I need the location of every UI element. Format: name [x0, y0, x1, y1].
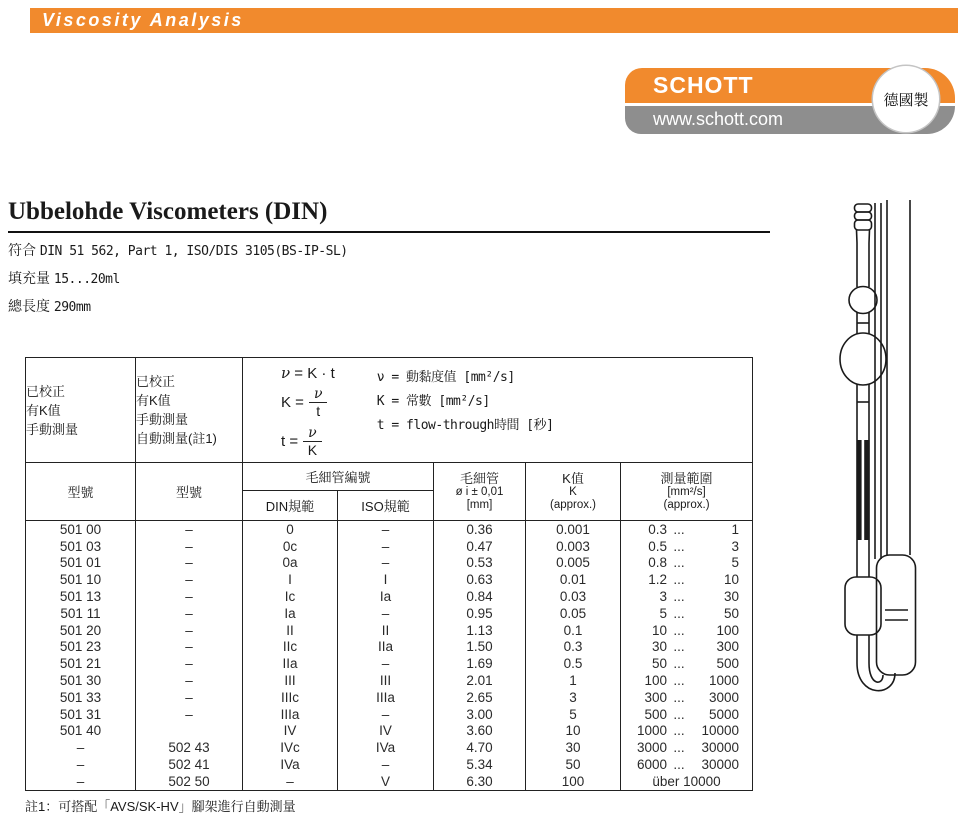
iso-capillary-cell: IVa	[338, 739, 434, 756]
formula-cell	[243, 358, 753, 463]
group2-line: 有K值	[136, 393, 171, 408]
range-to: 500	[716, 656, 740, 672]
k-value-cell: 0.001	[526, 521, 621, 538]
din-capillary-cell: III	[243, 672, 338, 689]
model1-cell: –	[76, 757, 85, 773]
range-to: 300	[716, 639, 740, 655]
range-dots: ...	[673, 689, 685, 705]
k-value-cell: 0.01	[526, 571, 621, 588]
model2-cell: –	[136, 605, 243, 622]
range-cell	[621, 571, 753, 588]
din-capillary-cell: IIa	[243, 655, 338, 672]
capillary-bore	[862, 440, 865, 540]
diameter-cell: 5.34	[434, 756, 526, 773]
din-capillary-cell: IIIc	[243, 689, 338, 706]
range-from: 300	[644, 689, 667, 705]
range-cell	[621, 672, 753, 689]
formula1-rhs: K · t	[307, 364, 335, 382]
group-manual-header	[26, 358, 136, 463]
range-cell	[621, 622, 753, 639]
joint-rib	[855, 220, 872, 230]
table-row	[26, 689, 753, 706]
legend-nu: ν = 動黏度值 [mm²/s]	[376, 370, 515, 385]
range-to: 10	[724, 572, 740, 588]
header-k-value	[526, 463, 621, 521]
iso-capillary-cell: I	[338, 571, 434, 588]
din-capillary-cell: IIc	[243, 639, 338, 656]
model1-cell: 501 10	[59, 572, 102, 588]
table-row	[26, 588, 753, 605]
model2-cell: –	[136, 555, 243, 572]
range-from: 100	[644, 673, 667, 689]
table-column-headers	[26, 463, 753, 491]
k-value-cell: 30	[526, 739, 621, 756]
din-capillary-cell: 0c	[243, 538, 338, 555]
formula1-lhs: ν	[281, 364, 291, 382]
k-value-cell: 10	[526, 723, 621, 740]
ubbelohde-viscometer-drawing	[838, 195, 962, 710]
spec-standard-value: DIN 51 562, Part 1, ISO/DIS 3105(BS-IP-SL)	[39, 244, 348, 259]
header-model1: 型號	[26, 463, 136, 521]
model1-cell: 501 30	[59, 673, 102, 689]
title-underline	[8, 231, 770, 233]
model1-cell: 501 13	[59, 589, 102, 605]
table-row	[26, 639, 753, 656]
din-capillary-cell: IVc	[243, 739, 338, 756]
group1-line: 手動測量	[26, 421, 79, 437]
legend-k: K = 常數 [mm²/s]	[376, 394, 490, 409]
k-value-cell: 3	[526, 689, 621, 706]
k-value-cell: 0.05	[526, 605, 621, 622]
model2-cell	[136, 723, 243, 740]
model2-cell: –	[136, 706, 243, 723]
range-dots: ...	[673, 757, 685, 773]
range-dots: ...	[673, 673, 685, 689]
k-value-cell: 0.3	[526, 639, 621, 656]
k-value-cell: 0.03	[526, 588, 621, 605]
k-value-cell: 0.003	[526, 538, 621, 555]
reservoir	[877, 555, 916, 675]
formula3-den: K	[307, 442, 318, 458]
k-value-cell: 0.5	[526, 655, 621, 672]
header-din-spec: DIN規範	[243, 491, 338, 521]
footnote: 註1：可搭配「AVS/SK-HV」腳架進行自動測量	[25, 799, 296, 814]
page-banner	[30, 8, 958, 33]
iso-capillary-cell: –	[338, 605, 434, 622]
iso-capillary-cell: –	[338, 756, 434, 773]
formula3-lhs: t	[281, 433, 286, 450]
k-value-cell: 5	[526, 706, 621, 723]
table-row	[26, 739, 753, 756]
model2-cell: –	[136, 571, 243, 588]
k-value-cell: 100	[526, 773, 621, 790]
header-range-l3: (approx.)	[663, 499, 710, 511]
range-to: 30	[724, 589, 740, 605]
table-row	[26, 756, 753, 773]
k-value-cell: 0.1	[526, 622, 621, 639]
range-to: 3	[731, 538, 740, 554]
logo-url-text: www.schott.com	[653, 109, 784, 129]
range-cell	[621, 655, 753, 672]
model2-cell: –	[136, 655, 243, 672]
diameter-cell: 1.50	[434, 639, 526, 656]
header-capillary-l3: [mm]	[466, 499, 493, 511]
range-dots: ...	[673, 622, 685, 638]
made-in-germany-badge: 德國製	[877, 70, 935, 128]
range-from: 0.8	[648, 555, 667, 571]
range-to: 3000	[709, 689, 740, 705]
header-capillary-l1: 毛細管	[459, 471, 499, 486]
range-from: 6000	[636, 757, 667, 773]
range-dots: ...	[673, 572, 685, 588]
joint-rib	[855, 204, 872, 212]
formula2-num: ν	[309, 386, 328, 403]
range-to: 30000	[701, 757, 740, 773]
range-from: 0.3	[648, 521, 667, 537]
formula-legend	[377, 364, 554, 438]
din-capillary-cell: IVa	[243, 756, 338, 773]
din-capillary-cell: 0a	[243, 555, 338, 572]
banner-title: Viscosity Analysis	[42, 10, 244, 30]
din-capillary-cell: II	[243, 622, 338, 639]
header-k-l1: K值	[562, 471, 584, 486]
range-cell	[621, 521, 753, 538]
range-dots: ...	[673, 521, 685, 537]
din-capillary-cell: 0	[243, 521, 338, 538]
range-dots: ...	[673, 605, 685, 621]
range-cell	[621, 756, 753, 773]
range-cell	[621, 739, 753, 756]
model2-cell: –	[136, 538, 243, 555]
table-row	[26, 538, 753, 555]
din-capillary-cell: Ic	[243, 588, 338, 605]
diameter-cell: 0.53	[434, 555, 526, 572]
range-dots: ...	[673, 723, 685, 739]
range-from: 50	[651, 656, 667, 672]
k-value-cell: 0.005	[526, 555, 621, 572]
range-cell	[621, 706, 753, 723]
formula2-lhs: K	[281, 394, 292, 411]
range-cell	[621, 689, 753, 706]
diameter-cell: 0.63	[434, 571, 526, 588]
diameter-cell: 0.36	[434, 521, 526, 538]
range-cell	[621, 538, 753, 555]
viscometer-table	[25, 357, 753, 791]
table-row	[26, 555, 753, 572]
din-capillary-cell: IIIa	[243, 706, 338, 723]
range-cell	[621, 639, 753, 656]
table-body	[26, 521, 753, 791]
diameter-cell: 0.47	[434, 538, 526, 555]
model2-cell: –	[136, 521, 243, 538]
group2-line: 已校正	[136, 374, 176, 389]
range-to: 1	[731, 521, 740, 537]
model2-cell: 502 41	[136, 756, 243, 773]
model1-cell: –	[76, 773, 85, 789]
model2-cell: 502 50	[136, 773, 243, 790]
header-capillary-no: 毛細管編號	[243, 463, 434, 491]
header-range-l1: 測量範圍	[660, 471, 713, 486]
range-to: 10000	[701, 723, 740, 739]
range-from: 500	[644, 706, 667, 722]
spec-total-length	[8, 296, 91, 316]
model2-cell: –	[136, 639, 243, 656]
range-cell	[621, 588, 753, 605]
model1-cell: 501 01	[59, 555, 102, 571]
model2-cell: –	[136, 588, 243, 605]
iso-capillary-cell: –	[338, 521, 434, 538]
spec-filling-volume	[8, 268, 120, 288]
range-from: 5	[659, 605, 667, 621]
range-dots: ...	[673, 656, 685, 672]
formula-block: ν = K · t K = $\frac{\nu}{t}$ t = $\frac{\nu}{K}$	[281, 364, 335, 458]
range-from: 1.2	[648, 572, 667, 588]
model1-cell: 501 21	[59, 656, 102, 672]
range-to: 5000	[709, 706, 740, 722]
din-capillary-cell: –	[243, 773, 338, 790]
diameter-cell: 3.00	[434, 706, 526, 723]
formula3-fraction	[303, 425, 322, 458]
range-from: 0.5	[648, 538, 667, 554]
din-capillary-cell: I	[243, 571, 338, 588]
model1-cell: 501 31	[59, 706, 102, 722]
model2-cell: –	[136, 672, 243, 689]
table-row	[26, 605, 753, 622]
din-capillary-cell: IV	[243, 723, 338, 740]
k-value-cell: 1	[526, 672, 621, 689]
range-dots: ...	[673, 740, 685, 756]
spec-length-label: 總長度	[8, 298, 50, 314]
range-dots: ...	[673, 639, 685, 655]
iso-capillary-cell: V	[338, 773, 434, 790]
header-range	[621, 463, 753, 521]
header-iso-spec: ISO規範	[338, 491, 434, 521]
schott-logo	[625, 68, 957, 134]
spec-filling-label: 填充量	[8, 270, 50, 286]
range-dots: ...	[673, 555, 685, 571]
group1-line: 有K值	[26, 402, 61, 418]
spec-filling-value: 15...20ml	[53, 272, 120, 287]
group2-line: 手動測量	[136, 412, 189, 427]
formula3-num: ν	[303, 425, 322, 442]
diameter-cell: 3.60	[434, 723, 526, 740]
range-dots: ...	[673, 538, 685, 554]
legend-t: t = flow-through時間 [秒]	[376, 418, 554, 433]
iso-capillary-cell: –	[338, 538, 434, 555]
iso-capillary-cell: –	[338, 555, 434, 572]
range-to: 100	[716, 622, 740, 638]
spec-length-value: 290mm	[53, 300, 91, 315]
iso-capillary-cell: Ia	[338, 588, 434, 605]
group-auto-header	[136, 358, 243, 463]
model2-cell: –	[136, 622, 243, 639]
range-cell	[621, 723, 753, 740]
iso-capillary-cell: III	[338, 672, 434, 689]
table-row	[26, 655, 753, 672]
spec-standard-label: 符合	[8, 242, 36, 258]
header-capillary-diameter	[434, 463, 526, 521]
range-dots: ...	[673, 589, 685, 605]
table-header-groups	[26, 358, 753, 463]
model1-cell: 501 00	[59, 521, 102, 537]
range-to: 1000	[709, 673, 740, 689]
model2-cell: –	[136, 689, 243, 706]
diameter-cell: 0.84	[434, 588, 526, 605]
iso-capillary-cell: –	[338, 706, 434, 723]
logo-brand-text: SCHOTT	[653, 72, 754, 98]
table-row	[26, 706, 753, 723]
diameter-cell: 4.70	[434, 739, 526, 756]
header-range-l2: [mm²/s]	[667, 486, 706, 498]
model1-cell: 501 23	[59, 639, 102, 655]
range-single: über 10000	[652, 773, 721, 789]
model1-cell: 501 03	[59, 538, 102, 554]
range-from: 30	[651, 639, 667, 655]
diameter-cell: 2.01	[434, 672, 526, 689]
range-to: 50	[724, 605, 740, 621]
range-dots: ...	[673, 706, 685, 722]
model2-cell: 502 43	[136, 739, 243, 756]
joint-rib	[855, 212, 872, 220]
range-to: 5	[731, 555, 740, 571]
range-to: 30000	[701, 740, 740, 756]
iso-capillary-cell: IIIa	[338, 689, 434, 706]
k-value-cell: 50	[526, 756, 621, 773]
diameter-cell: 6.30	[434, 773, 526, 790]
table-row	[26, 521, 753, 538]
model1-cell: 501 20	[59, 622, 102, 638]
model1-cell: –	[76, 740, 85, 756]
iso-capillary-cell: IIa	[338, 639, 434, 656]
table-row	[26, 571, 753, 588]
iso-capillary-cell: –	[338, 655, 434, 672]
range-from: 3000	[636, 740, 667, 756]
model1-cell: 501 33	[59, 689, 102, 705]
iso-capillary-cell: II	[338, 622, 434, 639]
spec-standard	[8, 240, 348, 260]
table-row	[26, 773, 753, 790]
table-row	[26, 723, 753, 740]
range-from: 1000	[636, 723, 667, 739]
group1-line: 已校正	[26, 383, 66, 399]
group2-line: 自動測量(註1)	[136, 431, 217, 446]
iso-capillary-cell: IV	[338, 723, 434, 740]
range-from: 10	[651, 622, 667, 638]
diameter-cell: 1.13	[434, 622, 526, 639]
diameter-cell: 2.65	[434, 689, 526, 706]
diameter-cell: 1.69	[434, 655, 526, 672]
formula2-fraction	[309, 386, 328, 419]
range-from: 3	[659, 589, 667, 605]
table-row	[26, 672, 753, 689]
formula2-den: t	[316, 403, 321, 419]
header-model2: 型號	[136, 463, 243, 521]
header-k-l2: K	[569, 486, 577, 498]
table-row	[26, 622, 753, 639]
model1-cell: 501 11	[60, 605, 101, 621]
lower-bulb	[845, 577, 881, 635]
header-capillary-l2: ø i ± 0,01	[455, 486, 504, 498]
range-cell	[621, 555, 753, 572]
din-capillary-cell: Ia	[243, 605, 338, 622]
diameter-cell: 0.95	[434, 605, 526, 622]
range-cell	[621, 605, 753, 622]
page-title: Ubbelohde Viscometers (DIN)	[8, 198, 328, 225]
range-cell	[621, 773, 753, 790]
header-k-l3: (approx.)	[549, 499, 597, 511]
model1-cell: 501 40	[59, 723, 102, 739]
